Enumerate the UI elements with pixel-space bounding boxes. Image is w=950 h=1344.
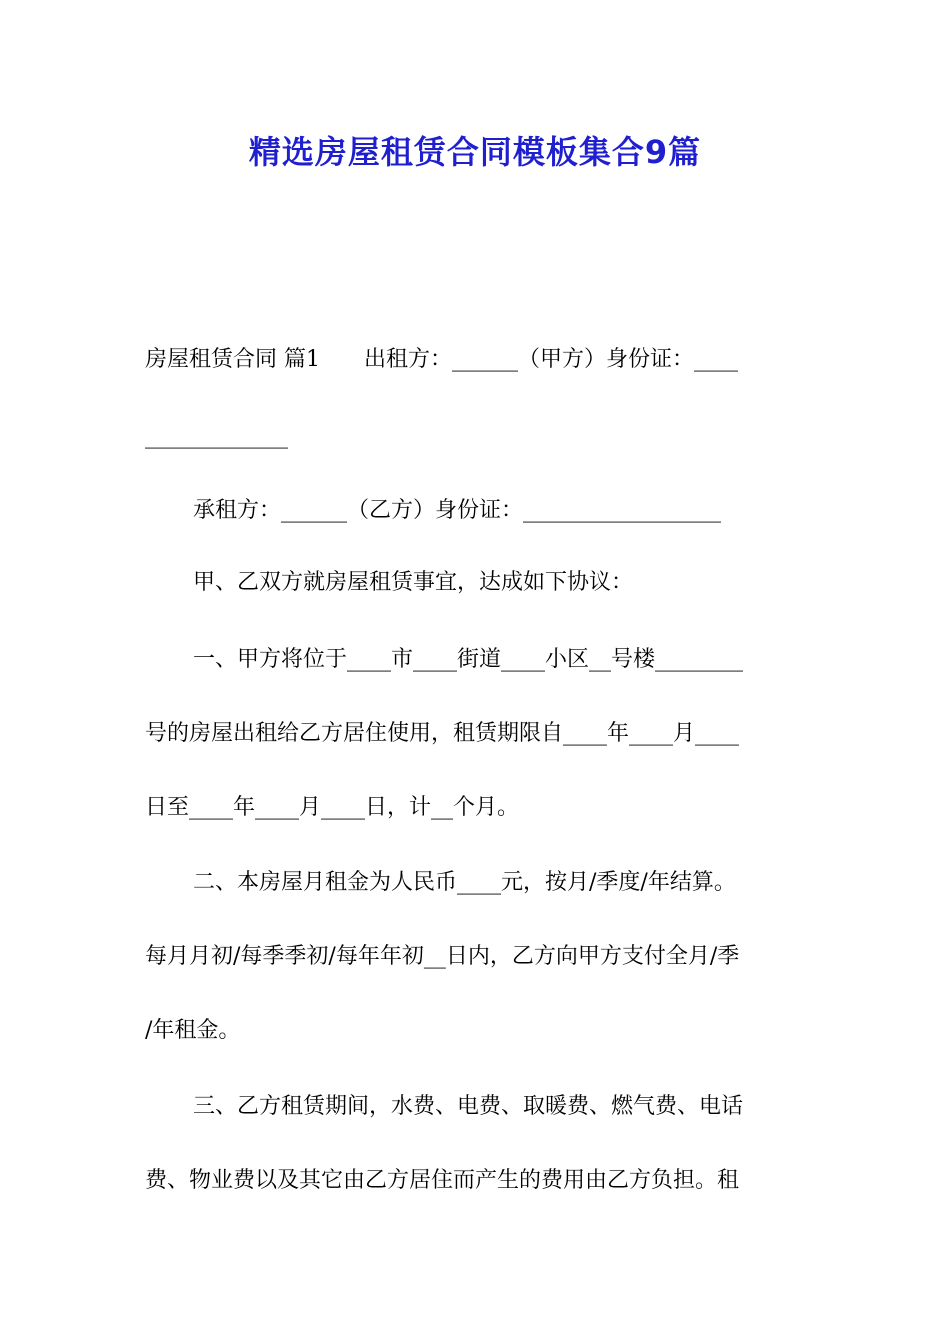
paragraph-line-10: /年租金。 (145, 1018, 241, 1043)
paragraph-line-1 (145, 343, 810, 377)
document-title: 精选房屋租赁合同模板集合9篇 (248, 133, 702, 171)
paragraph-line-6: 号的房屋出租给乙方居住使用，租赁期限自____年____月____ (145, 721, 740, 746)
paragraph-line-9: 每月月初/每季季初/每年年初__日内，乙方向甲方支付全月/季 (145, 944, 740, 969)
paragraph-line-3: 承租方：______（乙方）身份证：__________________ (193, 498, 722, 523)
paragraph-line-4: 甲、乙双方就房屋租赁事宜，达成如下协议： (193, 570, 634, 595)
paragraph-line-7: 日至____年____月____日，计__个月。 (145, 795, 520, 820)
paragraph-line-2: _____________ (145, 424, 288, 449)
paragraph-line-8: 二、本房屋月租金为人民币____元，按月/季度/年结算。 (193, 870, 736, 895)
paragraph-line-12: 费、物业费以及其它由乙方居住而产生的费用由乙方负担。租 (145, 1168, 740, 1193)
lessor-line: 出租方：______（甲方）身份证：____ (364, 347, 739, 372)
paragraph-line-11: 三、乙方租赁期间，水费、电费、取暖费、燃气费、电话 (193, 1094, 744, 1119)
contract-heading: 房屋租赁合同 篇1 (145, 347, 320, 372)
paragraph-line-5: 一、甲方将位于____市____街道____小区__号楼________ (193, 647, 744, 672)
